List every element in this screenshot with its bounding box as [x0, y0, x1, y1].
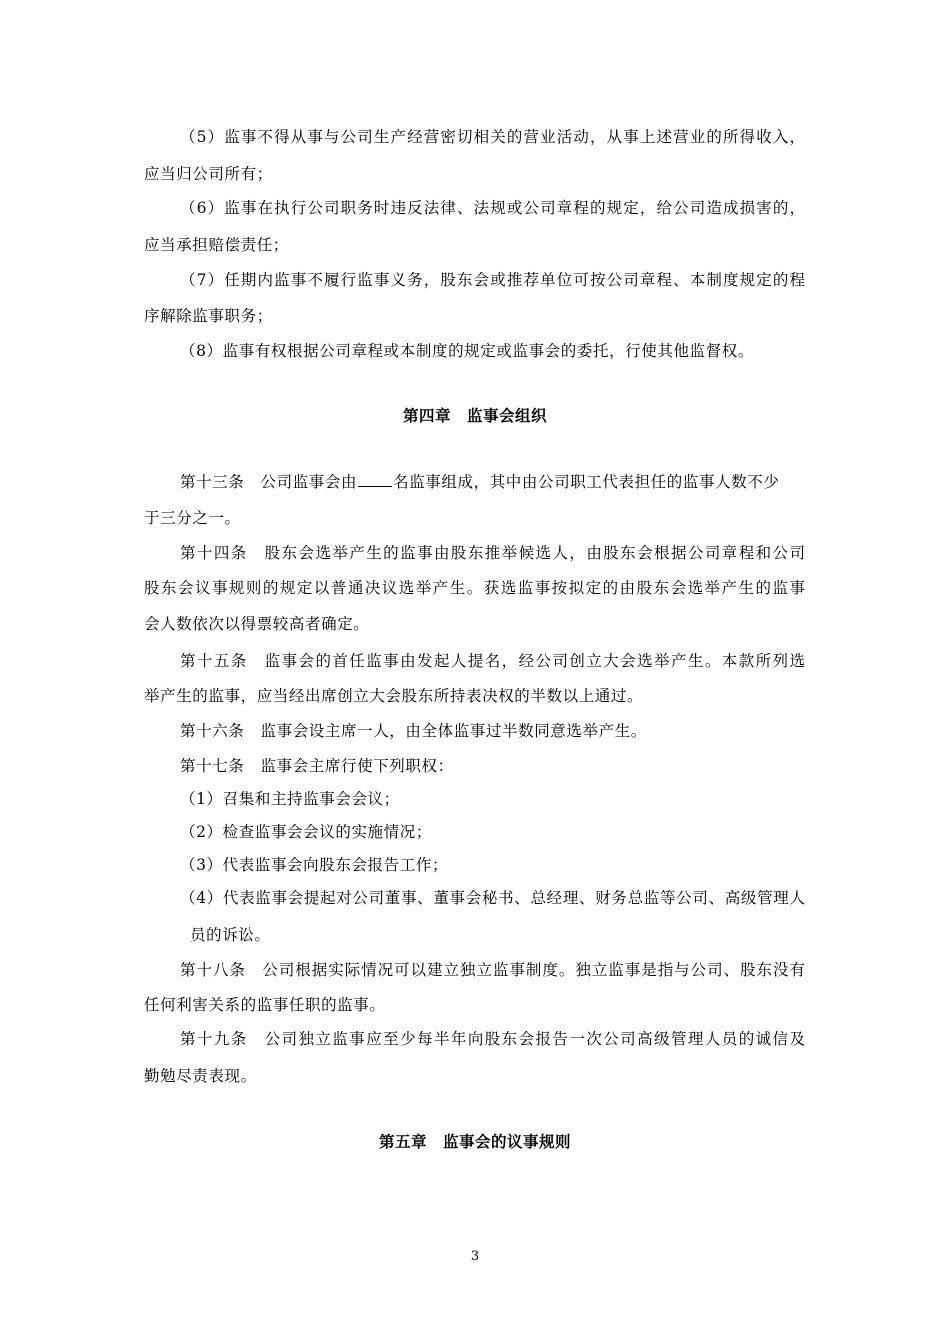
- fill-in-blank: [358, 472, 392, 487]
- paragraph-line: （8）监事有权根据公司章程或本制度的规定或监事会的委托，行使其他监督权。: [180, 342, 754, 360]
- article-13-line: [180, 472, 780, 492]
- paragraph-line: 第十五条 监事会的首任监事由发起人提名，经公司创立大会选举产生。本款所列选: [180, 652, 805, 670]
- list-item-continued: 员的诉讼。: [190, 926, 271, 944]
- paragraph-line: 第十七条 监事会主席行使下列职权：: [180, 757, 454, 775]
- paragraph-line: （7）任期内监事不履行监事义务，股东会或推荐单位可按公司章程、本制度规定的程: [180, 271, 805, 289]
- paragraph-line: （6）监事在执行公司职务时违反法律、法规或公司章程的规定，给公司造成损害的，: [180, 199, 805, 217]
- page-number: 3: [470, 1249, 480, 1264]
- paragraph-line: 勤勉尽责表现。: [144, 1067, 257, 1085]
- paragraph-line: （5）监事不得从事与公司生产经营密切相关的营业活动，从事上述营业的所得收入，: [180, 128, 805, 146]
- chapter-heading: 第四章 监事会组织: [402, 407, 547, 425]
- article-13-start: 第十三条 公司监事会由: [180, 473, 358, 491]
- list-item: （2）检查监事会会议的实施情况；: [180, 823, 432, 841]
- paragraph-line: 第十六条 监事会设主席一人，由全体监事过半数同意选举产生。: [180, 722, 647, 740]
- paragraph-line: 于三分之一。: [144, 509, 241, 527]
- paragraph-line: 第十八条 公司根据实际情况可以建立独立监事制度。独立监事是指与公司、股东没有: [180, 961, 805, 979]
- paragraph-line: 会人数依次以得票较高者确定。: [144, 615, 370, 633]
- paragraph-line: 第十九条 公司独立监事应至少每半年向股东会报告一次公司高级管理人员的诚信及: [180, 1030, 805, 1048]
- list-item: （1）召集和主持监事会会议；: [180, 790, 400, 808]
- paragraph-line: 股东会议事规则的规定以普通决议选举产生。获选监事按拟定的由股东会选举产生的监事: [144, 579, 805, 597]
- paragraph-line: 举产生的监事，应当经出席创立大会股东所持表决权的半数以上通过。: [144, 687, 644, 705]
- article-13-rest: 名监事组成，其中由公司职工代表担任的监事人数不少: [393, 473, 780, 491]
- paragraph-line: 应当归公司所有；: [144, 165, 273, 183]
- paragraph-line: 第十四条 股东会选举产生的监事由股东推举候选人，由股东会根据公司章程和公司: [180, 544, 805, 562]
- list-item: （3）代表监事会向股东会报告工作；: [180, 856, 449, 874]
- paragraph-line: 应当承担赔偿责任；: [144, 236, 289, 254]
- list-item: （4）代表监事会提起对公司董事、董事会秘书、总经理、财务总监等公司、高级管理人: [180, 889, 805, 907]
- paragraph-line: 任何利害关系的监事任职的监事。: [144, 996, 386, 1014]
- paragraph-line: 序解除监事职务；: [144, 307, 273, 325]
- chapter-heading: 第五章 监事会的议事规则: [378, 1133, 571, 1151]
